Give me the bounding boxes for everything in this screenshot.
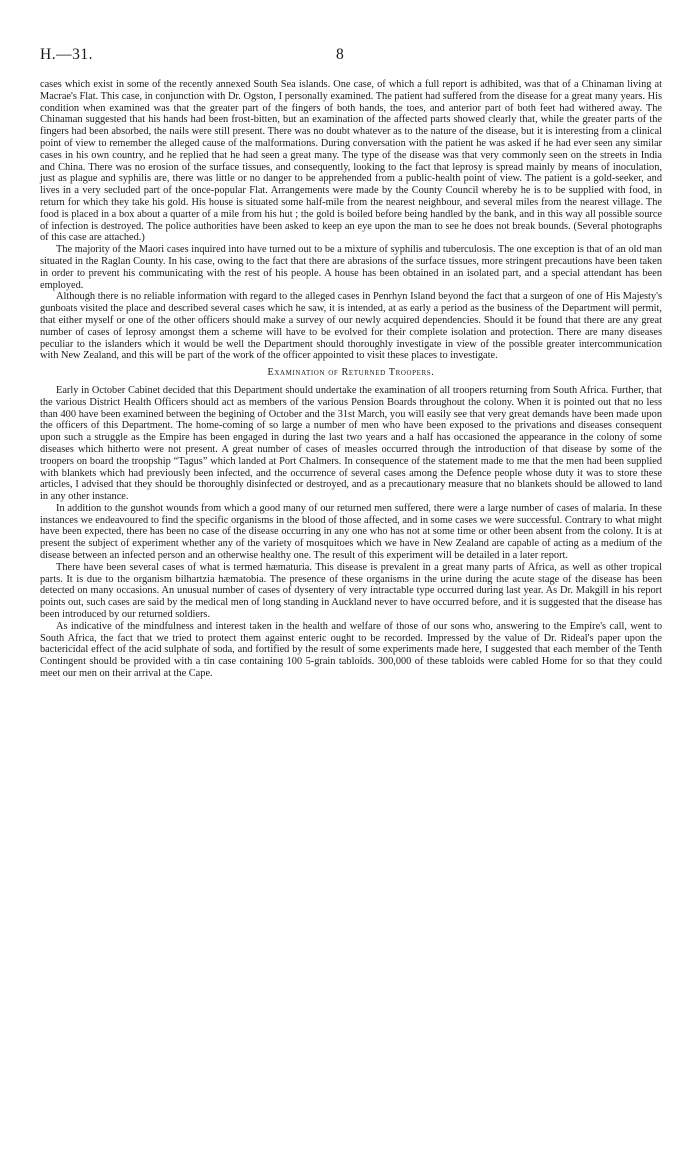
paragraph: Early in October Cabinet decided that this Department should undertake the examination of all troopers returning from South Africa. Further, that the various District Health Officers should act as members of the various Pension Boards throughout the colony. When it is pointed out that no less than 400 have been examined between the begining of October and the 31st March, you will easily see that very great demands have been made upon the officers of this Department. The home-coming of so large a number of men who have been exposed to the privations and diseases consequent upon such a struggle as the Empire has been engaged in during the last two years and a half has occasioned the appearance in the colony of some diseases which hitherto were not present. A great number of cases of measles occurred through the introduction of that disease by some of the troopers on board the troopship “Tagus” which landed at Port Chalmers. In consequence of the statement made to me that the men had been supplied with blankets which had previously been infected, and the occurrence of several cases among the Defence people whose duty it was to store these articles, I advised that they should be thoroughly disinfected or destroyed, and as a precautionary measure that no blankets should be allowed to land in any other instance. [40, 384, 662, 503]
body-text [40, 79, 662, 680]
paragraph: There have been several cases of what is termed hæmaturia. This disease is prevalent in a great many parts of Africa, as well as other tropical parts. It is due to the organism bilhartzia hæmatobia. The presence of these organisms in the urine during the acute stage of the disease has been detected on many occasions. An unusual number of cases of dysentery of very intractable type occurred during last year. As Dr. Makgill in his report points out, such cases are said by the medical men of long standing in Auckland never to have occurred before, and it is suggested that the disease has been introduced by our returned soldiers. [40, 561, 662, 621]
paragraph: cases which exist in some of the recently annexed South Sea islands. One case, of which a full report is adhibited, was that of a Chinaman living at Macrae's Flat. This case, in conjunction with Dr. Ogston, I personally examined. The patient had suffered from the disease for a great many years. His condition when examined was that the greater part of the fingers of both hands, the toes, and anterior part of both feet had withered away. The Chinaman suggested that his hands had been frost-bitten, but an examination of the affected parts showed clearly that, while the greater parts of the fingers had been absorbed, the nails were still present. There was no doubt whatever as to the nature of the disease, but it is interesting from a clinical point of view to remember the alleged cause of the malformations. During conversation with the patient he was asked if he had ever seen any similar cases in his own country, and he replied that he had seen a great many. The type of the disease was that very commonly seen on the streets in India and China. There was no erosion of the surface tissues, and consequently, looking to the fact that leprosy is spread mainly by means of inoculation, just as plague and syphilis are, there was little or no danger to be apprehended from a public-health point of view. The patient is a gold-seeker, and lives in a very secluded part of the once-popular Flat. Arrangements were made by the County Council whereby he is to be supplied with food, in return for which they take his gold. His house is situated some half-mile from the nearest neighbour, and several miles from the nearest village. The food is placed in a box about a quarter of a mile from his hut ; the gold is boiled before being handled by the bank, and in this way all possible source of infection is destroyed. The police authorities have been asked to keep an eye upon the man to see he does not break bounds. (Several photographs of this case are attached.) [40, 79, 662, 244]
paragraph: Although there is no reliable information with regard to the alleged cases in Penrhyn Island beyond the fact that a surgeon of one of His Majesty's gunboats visited the place and described several cases which he saw, it is intended, at as early a period as the business of the Department will permit, that either myself or one of the other officers should make a survey of our newly acquired dependencies. Should it be found that there are any great number of cases of leprosy amongst them a scheme will have to be evolved for their complete isolation and protection. There are many diseases peculiar to the islanders which it would be well the Department should thoroughly investigate in view of the possible greater intercommunication with New Zealand, and this will be part of the work of the officer appointed to visit these places to investigate. [40, 291, 662, 362]
paragraph: As indicative of the mindfulness and interest taken in the health and welfare of those of our sons who, answering to the Empire's call, went to South Africa, the fact that we tried to protect them against enteric ought to be recorded. Impressed by the value of Dr. Rideal's paper upon the bactericidal effect of the acid sulphate of soda, and fortified by the result of some experiments made here, I suggested that each member of the Tenth Contingent should be provided with a tin case containing 100 5-grain tabloids. 300,000 of these tabloids were cabled Home for so that they could meet our men on their arrival at the Cape. [40, 620, 662, 680]
document-reference: H.—31. [40, 46, 93, 63]
paragraph: In addition to the gunshot wounds from which a good many of our returned men suffered, there were a large number of cases of malaria. In these instances we endeavoured to find the specific organisms in the blood of those affected, and in some cases we were successful. Contrary to what might have been expected, there has been no case of the disease occurring in any one who has not at some time or other been absent from the colony. It is at present the subject of experiment whether any of the variety of mosquitoes which we have in New Zealand are capable of acting as a medium of the disease between an infected person and an otherwise healthy one. The result of this experiment will be detailed in a later report. [40, 502, 662, 562]
paragraph: The majority of the Maori cases inquired into have turned out to be a mixture of syphilis and tuberculosis. The one exception is that of an old man situated in the Raglan County. In his case, owing to the fact that there are abrasions of the surface tissues, more stringent precautions have been taken in order to prevent his communicating with the rest of his people. A house has been obtained in an isolated part, and a special attendant has been employed. [40, 244, 662, 291]
page-number: 8 [336, 46, 344, 63]
section-heading: Examination of Returned Troopers. [267, 367, 435, 379]
page-header [40, 46, 660, 68]
